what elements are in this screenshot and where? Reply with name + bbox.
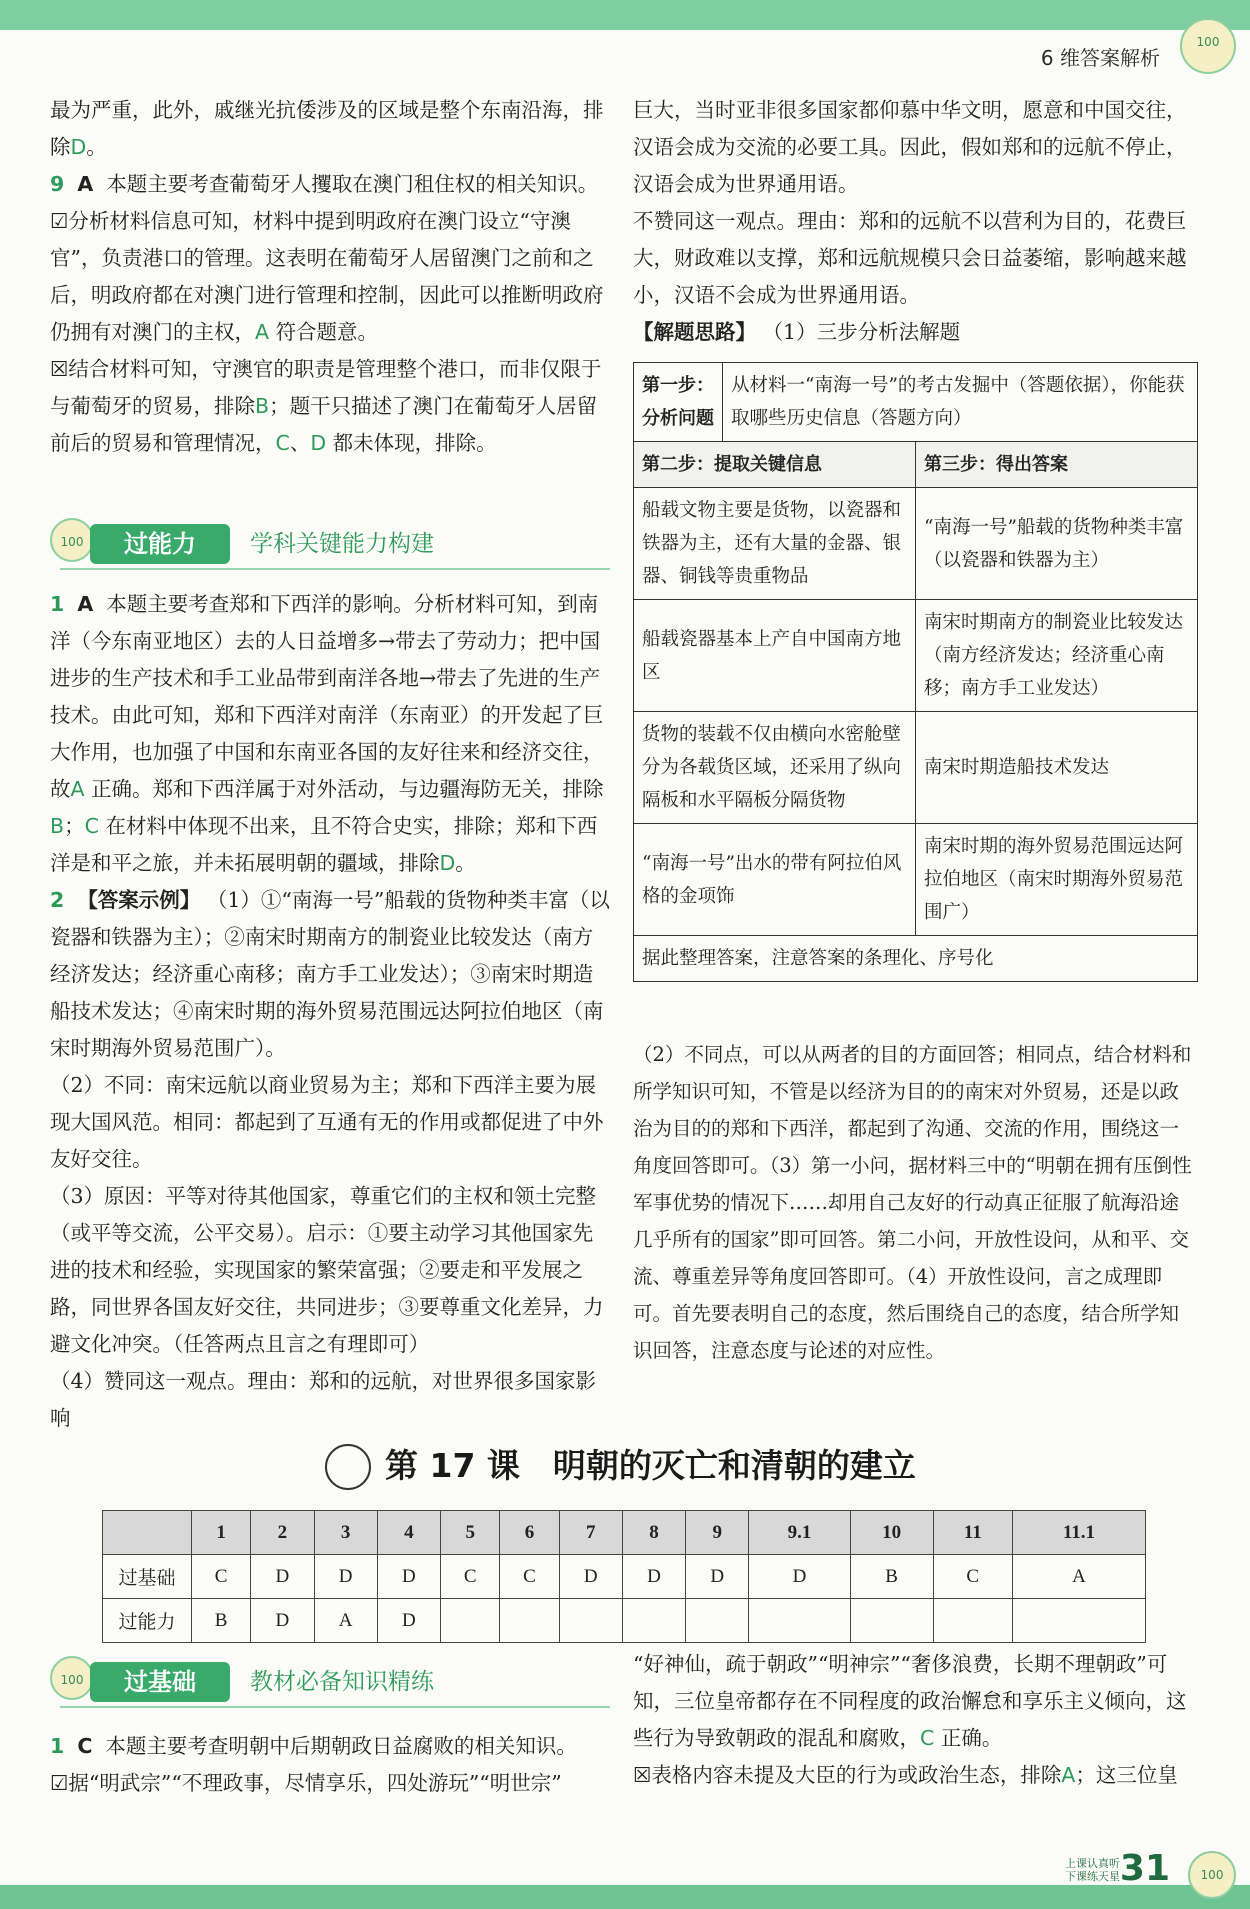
table-cell: 9	[686, 1511, 749, 1555]
answer-cell: “南海一号”船载的货物种类丰富（以瓷器和铁器为主）	[916, 488, 1198, 600]
table-cell: 11.1	[1012, 1511, 1145, 1555]
left-column-mid	[50, 586, 612, 1437]
three-step-table	[633, 362, 1198, 982]
badge-icon	[325, 1444, 371, 1490]
table-cell: 3	[314, 1511, 377, 1555]
table-header-row	[103, 1511, 1146, 1555]
q9-cross-analysis: ☒结合材料可知，守澳官的职责是管理整个港口，而非仅限于与葡萄牙的贸易，排除B；题干只描述了澳门在葡萄牙人居留前后的贸易和管理情况，C、D 都未体现，排除。	[50, 357, 602, 455]
table-row	[103, 1599, 1146, 1643]
table-cell: 过基础	[103, 1555, 192, 1599]
table-cell: D	[377, 1599, 440, 1643]
bottom-bar	[0, 1885, 1250, 1909]
answer-table	[102, 1510, 1146, 1643]
question-2: 2 【答案示例】 （1）①“南海一号”船载的货物种类丰富（以瓷器和铁器为主）；②南宋时期南方的制瓷业比较发达（南方经济发达；经济重心南移；南方手工业发达）；③南宋时期造船技术发达；④南宋时期的海外贸易范围远达阿拉伯地区（南宋时期海外贸易范围广）。	[50, 888, 610, 1060]
paragraph: 不赞同这一观点。理由：郑和的远航不以营利为目的，花费巨大，财政难以支撑，郑和远航规模只会日益萎缩，影响越来越小，汉语不会成为世界通用语。	[633, 209, 1187, 307]
banner-title: 过能力	[90, 524, 230, 564]
table-cell: D	[251, 1599, 314, 1643]
section-banner-basics	[50, 1656, 610, 1710]
table-cell: D	[377, 1555, 440, 1599]
table-row	[634, 363, 1198, 442]
table-cell: D	[622, 1555, 685, 1599]
paragraph: 巨大，当时亚非很多国家都仰慕中华文明，愿意和中国交往，汉语会成为交流的必要工具。因此，假如郑和的远航不停止，汉语会成为世界通用语。	[633, 98, 1187, 196]
top-bar	[0, 0, 1250, 30]
answer-cell: 南宋时期造船技术发达	[916, 712, 1198, 824]
table-cell: C	[441, 1555, 500, 1599]
table-cell: B	[192, 1599, 251, 1643]
table-cell: D	[559, 1555, 622, 1599]
table-cell: C	[500, 1555, 559, 1599]
table-cell: D	[314, 1555, 377, 1599]
table-cell: D	[686, 1555, 749, 1599]
table-cell: 1	[192, 1511, 251, 1555]
step3-header: 第三步：得出答案	[916, 442, 1198, 488]
table-cell: 6	[500, 1511, 559, 1555]
table-cell	[933, 1599, 1012, 1643]
table-cell: 4	[377, 1511, 440, 1555]
step1-label: 第一步： 分析问题	[634, 363, 723, 442]
table-cell: B	[850, 1555, 933, 1599]
question-9: 9 A 本题主要考查葡萄牙人攫取在澳门租住权的相关知识。	[50, 172, 599, 196]
mascot-icon	[50, 518, 94, 562]
table-cell	[1012, 1599, 1145, 1643]
page-number: 31	[1119, 1848, 1170, 1889]
table-row	[634, 824, 1198, 936]
table-cell: A	[1012, 1555, 1145, 1599]
q2-part-2: （2）不同：南宋远航以商业贸易为主；郑和下西洋主要为展现大国风范。相同：都起到了互通有无的作用或都促进了中外友好交往。	[50, 1073, 604, 1171]
solution-idea: 【解题思路】 （1）三步分析法解题	[633, 320, 961, 344]
table-row	[634, 600, 1198, 712]
banner-underline	[60, 568, 610, 570]
table-cell	[850, 1599, 933, 1643]
right-column-mid	[633, 1036, 1198, 1369]
table-row	[634, 712, 1198, 824]
table-cell	[559, 1599, 622, 1643]
info-cell: “南海一号”出水的带有阿拉伯风格的金项饰	[634, 824, 916, 936]
info-cell: 船载瓷器基本上产自中国南方地区	[634, 600, 916, 712]
left-column-top	[50, 92, 612, 462]
mascot-icon	[1188, 1851, 1236, 1899]
info-cell: 货物的装载不仅由横向水密舱壁分为各载货区域，还采用了纵向隔板和水平隔板分隔货物	[634, 712, 916, 824]
table-cell	[749, 1599, 850, 1643]
banner-title: 过基础	[90, 1662, 230, 1702]
table-cell: A	[314, 1599, 377, 1643]
question-1: 1 C 本题主要考查明朝中后期朝政日益腐败的相关知识。	[50, 1734, 577, 1758]
answer-cell: 南宋时期的海外贸易范围远达阿拉伯地区（南宋时期海外贸易范围广）	[916, 824, 1198, 936]
q1-check-analysis: ☑据“明武宗”“不理政事，尽情享乐，四处游玩”“明世宗”	[50, 1771, 562, 1795]
answer-cell: 南宋时期南方的制瓷业比较发达（南方经济发达；经济重心南移；南方手工业发达）	[916, 600, 1198, 712]
table-cell: 8	[622, 1511, 685, 1555]
mascot-icon	[1180, 18, 1236, 74]
step1-text: 从材料一“南海一号”的考古发掘中（答题依据），你能获取哪些历史信息（答题方向）	[723, 363, 1198, 442]
table-cell: 9.1	[749, 1511, 850, 1555]
table-cell: 过能力	[103, 1599, 192, 1643]
table-row	[103, 1555, 1146, 1599]
table-cell	[441, 1599, 500, 1643]
table-cell: 10	[850, 1511, 933, 1555]
table-cell	[686, 1599, 749, 1643]
header-tab	[950, 30, 1180, 76]
banner-underline	[60, 1706, 610, 1708]
footer-slogan: 上课认真听 下课练天星	[1065, 1857, 1120, 1883]
paragraph: “好神仙，疏于朝政”“明神宗”“奢侈浪费，长期不理朝政”可知，三位皇帝都存在不同程度的政治懈怠和享乐主义倾向，这些行为导致朝政的混乱和腐败，C 正确。	[633, 1652, 1187, 1750]
q2-part-3: （3）原因：平等对待其他国家，尊重它们的主权和领土完整（或平等交流，公平交易）。启示：①要主动学习其他国家先进的技术和经验，实现国家的繁荣富强；②要走和平发展之路，同世界各国友好交往，共同进步；③要尊重文化差异，力避文化冲突。（任答两点且言之有理即可）	[50, 1184, 604, 1356]
table-cell: D	[749, 1555, 850, 1599]
table-row	[634, 936, 1198, 982]
table-cell: 7	[559, 1511, 622, 1555]
table-cell: C	[933, 1555, 1012, 1599]
cross-analysis: ☒表格内容未提及大臣的行为或政治生态，排除A；这三位皇	[633, 1763, 1178, 1787]
paragraph: 最为严重，此外，戚继光抗倭涉及的区域是整个东南沿海，排除D。	[50, 98, 604, 159]
banner-subtitle: 教材必备知识精练	[250, 1669, 434, 1695]
table-cell: 5	[441, 1511, 500, 1555]
table-footer: 据此整理答案，注意答案的条理化、序号化	[634, 936, 1198, 982]
right-column-top	[633, 92, 1198, 351]
bottom-right-column	[633, 1646, 1198, 1794]
table-cell: C	[192, 1555, 251, 1599]
banner-subtitle: 学科关键能力构建	[250, 531, 434, 557]
table-cell: 2	[251, 1511, 314, 1555]
bottom-left-column	[50, 1728, 612, 1802]
step2-header: 第二步：提取关键信息	[634, 442, 916, 488]
table-cell: 11	[933, 1511, 1012, 1555]
info-cell: 船载文物主要是货物，以瓷器和铁器为主，还有大量的金器、银器、铜钱等贵重物品	[634, 488, 916, 600]
table-cell: D	[251, 1555, 314, 1599]
question-1: 1 A 本题主要考查郑和下西洋的影响。分析材料可知，到南洋（今东南亚地区）去的人日益增多→带去了劳动力；把中国进步的生产技术和手工业品带到南洋各地→带去了先进的生产技术。由此可知，郑和下西洋对南洋（东南亚）的开发起了巨大作用，也加强了中国和东南亚各国的友好往来和经济交往，故A 正确。郑和下西洋属于对外活动，与边疆海防无关，排除B；C 在材料中体现不出来，且不符合史实，排除；郑和下西洋是和平之旅，并未拓展明朝的疆域，排除D。	[50, 592, 604, 875]
mascot-icon	[50, 1656, 94, 1700]
q2-part-4: （4）赞同这一观点。理由：郑和的远航，对世界很多国家影响	[50, 1369, 597, 1430]
table-cell	[500, 1599, 559, 1643]
table-cell	[622, 1599, 685, 1643]
table-cell	[103, 1511, 192, 1555]
table-row	[634, 488, 1198, 600]
header-title: 6 维答案解析	[1040, 46, 1160, 70]
lesson-title: 第 17 课 明朝的灭亡和清朝的建立	[385, 1446, 916, 1485]
section-banner-ability	[50, 518, 610, 572]
table-row	[634, 442, 1198, 488]
paragraph: （2）不同点，可以从两者的目的方面回答；相同点，结合材料和所学知识可知，不管是以经济为目的的南宋对外贸易，还是以政治为目的的郑和下西洋，都起到了沟通、交流的作用，围绕这一角度回答即可。（3）第一小问，据材料三中的“明朝在拥有压倒性军事优势的情况下……却用自己友好的行动真正征服了航海沿途几乎所有的国家”即可回答。第二小问，开放性设问，从和平、交流、尊重差异等角度回答即可。（4）开放性设问，言之成理即可。首先要表明自己的态度，然后围绕自己的态度，结合所学知识回答，注意态度与论述的对应性。	[633, 1043, 1192, 1362]
q9-check-analysis: ☑分析材料信息可知，材料中提到明政府在澳门设立“守澳官”，负责港口的管理。这表明在葡萄牙人居留澳门之前和之后，明政府都在对澳门进行管理和控制，因此可以推断明政府仍拥有对澳门的主权，A 符合题意。	[50, 209, 604, 344]
